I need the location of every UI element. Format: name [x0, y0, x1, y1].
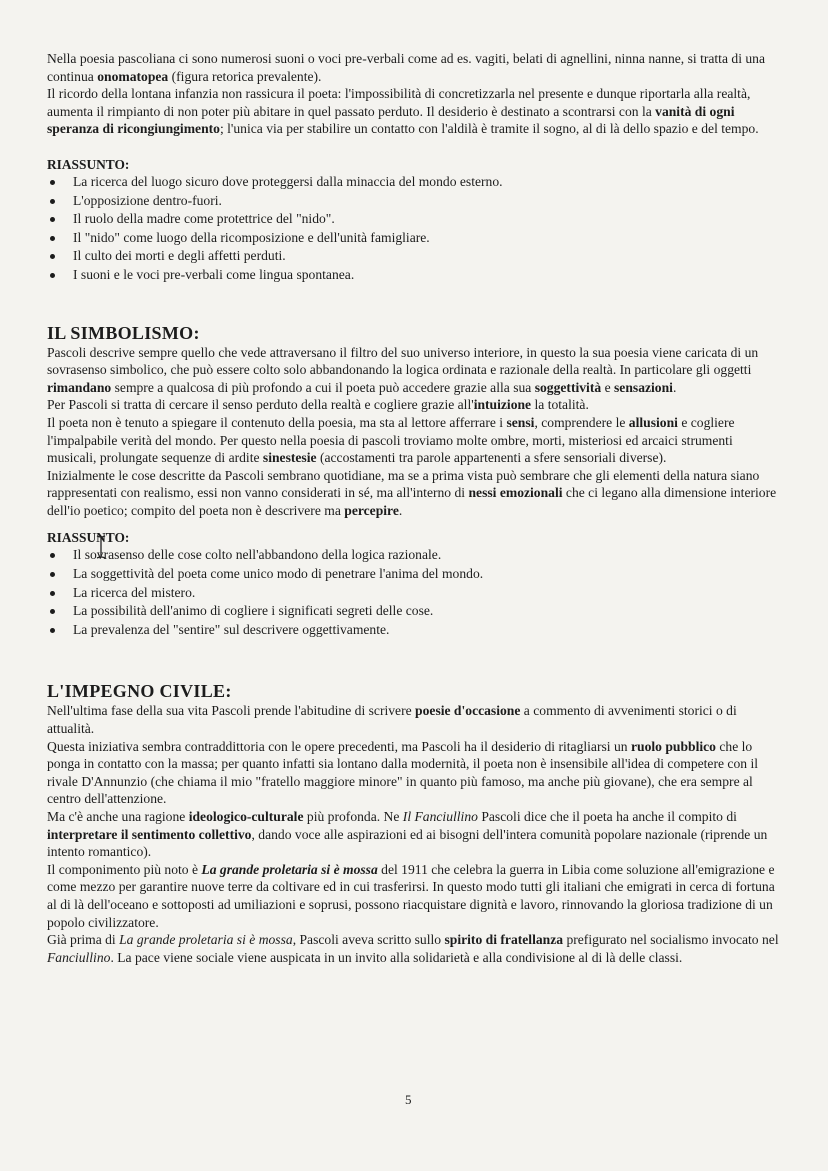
page-number: 5 [405, 1092, 412, 1107]
summary-2-label: RIASSUNTO: [47, 530, 130, 546]
list-item: Il ruolo della madre come protettrice del "nido". [47, 210, 782, 229]
text-cursor-icon [96, 535, 106, 559]
intro-paragraph-2: Il ricordo della lontana infanzia non rassicura il poeta: l'impossibilità di concretizzarla nel presente e dunque riportarla alla realtà, aumenta il rimpianto di non poter più abitare in quel passato perduto. Il desiderio è destinato a scontrarsi con la vanità di ogni speranza di ricongiungimento; l'unica via per stabilire un contatto con l'aldilà è tramite il sogno, al di là dello spazio e del tempo. [47, 86, 759, 137]
list-item: Il culto dei morti e degli affetti perduti. [47, 247, 782, 266]
simbolismo-paragraph-4: Inizialmente le cose descritte da Pascoli sembrano quotidiane, ma se a prima vista può sembrare che gli elementi della natura siano rappresentati con realismo, essi non vanno considerati in sé, ma all'interno di nessi emozionali che ci legano alla dimensione interiore dell'io poetico; compito del poeta non è descrivere ma percepire. [47, 467, 777, 518]
impegno-paragraph-5: Già prima di La grande proletaria si è mossa, Pascoli aveva scritto sullo spirito di fratellanza prefigurato nel socialismo invocato nel Fanciullino. La pace viene sociale viene auspicata in un invito alla solidarietà e alla condivisione al di là delle classi. [47, 932, 779, 965]
list-item: La soggettività del poeta come unico modo di penetrare l'anima del mondo. [47, 565, 782, 584]
document-page [47, 50, 782, 966]
section-title-simbolismo: IL SIMBOLISMO: [47, 322, 200, 343]
simbolismo-paragraph-2: Per Pascoli si tratta di cercare il senso perduto della realtà e cogliere grazie all'intuizione la totalità. [47, 397, 589, 413]
simbolismo-paragraph-1: Pascoli descrive sempre quello che vede attraversano il filtro del suo universo interiore, in questo la sua poesia viene caricata di un sovrasenso simbolico, che può essere colto solo abbandonando la logica ordinata e razionale della realtà. In particolare gli oggetti rimandano sempre a qualcosa di più profondo a cui il poeta può accedere grazie alla sua soggettività e sensazioni. [47, 344, 759, 395]
list-item: La possibilità dell'animo di cogliere i significati segreti delle cose. [47, 602, 782, 621]
list-item: I suoni e le voci pre-verbali come lingua spontanea. [47, 266, 782, 285]
simbolismo-paragraph-3: Il poeta non è tenuto a spiegare il contenuto della poesia, ma sta al lettore afferrare i sensi, comprendere le allusioni e cogliere l'impalpabile verità del mondo. Per questo nella poesia di pascoli troviamo molte ombre, morti, misteriosi ed arcaici strumenti musicali, prolungate sequenze di ardite sinestesie (accostamenti tra parole appartenenti a sfere sensoriali diverse). [47, 414, 735, 466]
list-item: Il "nido" come luogo della ricomposizione e dell'unità famigliare. [47, 229, 782, 248]
impegno-paragraph-1: Nell'ultima fase della sua vita Pascoli prende l'abitudine di scrivere poesie d'occasione a commento di avvenimenti storici o di attualità. [47, 703, 737, 737]
list-item: La prevalenza del "sentire" sul descrivere oggettivamente. [47, 621, 782, 640]
summary-2-list [47, 546, 782, 639]
impegno-paragraph-3: Ma c'è anche una ragione ideologico-culturale più profonda. Ne Il Fanciullino Pascoli dice che il poeta ha anche il compito di interpretare il sentimento collettivo, dando voce alle aspirazioni ed ai bisogni dell'intera comunità popolare nazionale (riprende un intento romantico). [47, 809, 768, 860]
list-item: Il sovrasenso delle cose colto nell'abbandono della logica razionale. [47, 546, 782, 565]
impegno-paragraph-2: Questa iniziativa sembra contraddittoria con le opere precedenti, ma Pascoli ha il desiderio di ritagliarsi un ruolo pubblico che lo ponga in contatto con la massa; per quanto infatti sia lontano dalla modernità, il poeta non è insensibile all'idea di competere con il rivale D'Annunzio (che chiama il mio "fratello maggiore minore" in quanto più famoso, ma anche più giovane), che era sempre al centro dell'attenzione. [47, 738, 759, 807]
list-item: La ricerca del luogo sicuro dove proteggersi dalla minaccia del mondo esterno. [47, 173, 782, 192]
list-item: La ricerca del mistero. [47, 584, 782, 603]
list-item: L'opposizione dentro-fuori. [47, 192, 782, 211]
section-title-impegno-civile: L'IMPEGNO CIVILE: [47, 681, 232, 702]
summary-1-label: RIASSUNTO: [47, 156, 130, 172]
intro-paragraph-1: Nella poesia pascoliana ci sono numerosi suoni o voci pre-verbali come ad es. vagiti, belati di agnellini, ninna nanne, si tratta di una continua onomatopea (figura retorica prevalente). [47, 51, 765, 84]
summary-1-list [47, 173, 782, 285]
impegno-paragraph-4: Il componimento più noto è La grande proletaria si è mossa del 1911 che celebra la guerra in Libia come soluzione all'emigrazione e come mezzo per garantire nuove terre da coltivare ed in cui trasferirsi. In questo modo tutti gli italiani che emigrati in cerca di fortuna al di là dell'oceano e sottoposti ad umiliazioni e soprusi, possono riacquistare dignità e lavoro, rinnovando la gloriosa tradizione di un popolo civilizzatore. [47, 861, 775, 930]
